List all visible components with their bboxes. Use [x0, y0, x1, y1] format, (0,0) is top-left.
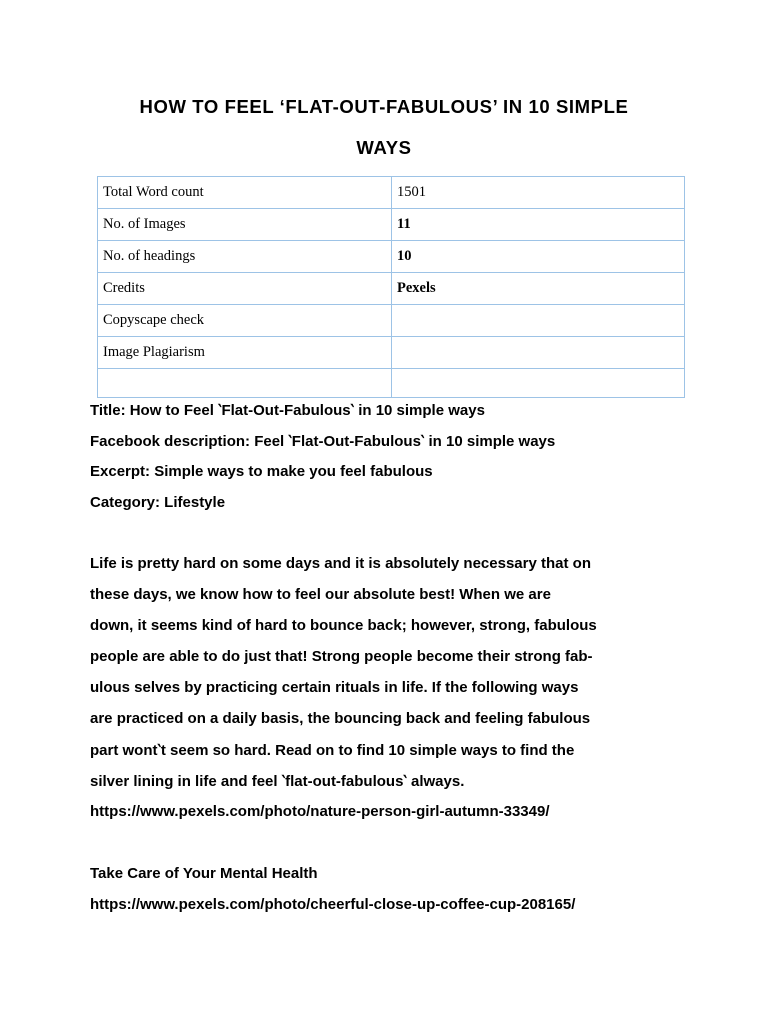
table-row: [98, 305, 685, 337]
table-cell-value: Pexels: [392, 273, 685, 305]
table-cell-value: [392, 305, 685, 337]
info-title: Title: How to Feel ‵Flat-Out-Fabulous‵ in 10 simple ways: [90, 402, 485, 419]
table-row: [98, 177, 685, 209]
body-line: people are able to do just that! Strong people become their strong fab-: [90, 648, 593, 665]
table-row: [98, 241, 685, 273]
info-category: Category: Lifestyle: [90, 494, 226, 511]
table-row: [98, 369, 685, 398]
table-cell-label: Total Word count: [98, 177, 392, 209]
document-title-line-1: HOW TO FEEL ‘FLAT-OUT-FABULOUS’ IN 10 SIMPLE: [139, 96, 629, 117]
table-cell-value: 1501: [392, 177, 685, 209]
table-cell-label: No. of headings: [98, 241, 392, 273]
body-line: part wont‵t seem so hard. Read on to find 10 simple ways to find the: [90, 742, 575, 759]
document-title-line-2: WAYS: [356, 137, 412, 158]
body-line: down, it seems kind of hard to bounce back; however, strong, fabulous: [90, 617, 597, 634]
body-line: silver lining in life and feel ‵flat-out-fabulous‵ always.: [90, 773, 465, 790]
body-line: are practiced on a daily basis, the bouncing back and feeling fabulous: [90, 710, 591, 727]
image-link-1: https://www.pexels.com/photo/nature-person-girl-autumn-33349/: [90, 803, 550, 820]
table-row: [98, 337, 685, 369]
table-row: [98, 209, 685, 241]
table-cell-label: Credits: [98, 273, 392, 305]
table-cell-label: No. of Images: [98, 209, 392, 241]
info-excerpt: Excerpt: Simple ways to make you feel fabulous: [90, 463, 433, 480]
table-cell-label: Image Plagiarism: [98, 337, 392, 369]
table-cell-label: [98, 369, 392, 398]
body-line: these days, we know how to feel our absolute best! When we are: [90, 586, 551, 603]
image-link-2: https://www.pexels.com/photo/cheerful-close-up-coffee-cup-208165/: [90, 896, 576, 913]
article-meta-table: [97, 176, 685, 398]
info-facebook-description: Facebook description: Feel ‵Flat-Out-Fabulous‵ in 10 simple ways: [90, 433, 556, 450]
table-cell-label: Copyscape check: [98, 305, 392, 337]
table-cell-value: 11: [392, 209, 685, 241]
body-line: Life is pretty hard on some days and it is absolutely necessary that on: [90, 555, 591, 572]
table-cell-value: [392, 369, 685, 398]
table-row: [98, 273, 685, 305]
body-line: ulous selves by practicing certain rituals in life. If the following ways: [90, 679, 579, 696]
table-cell-value: [392, 337, 685, 369]
section-heading-mental-health: Take Care of Your Mental Health: [90, 865, 318, 882]
table-cell-value: 10: [392, 241, 685, 273]
